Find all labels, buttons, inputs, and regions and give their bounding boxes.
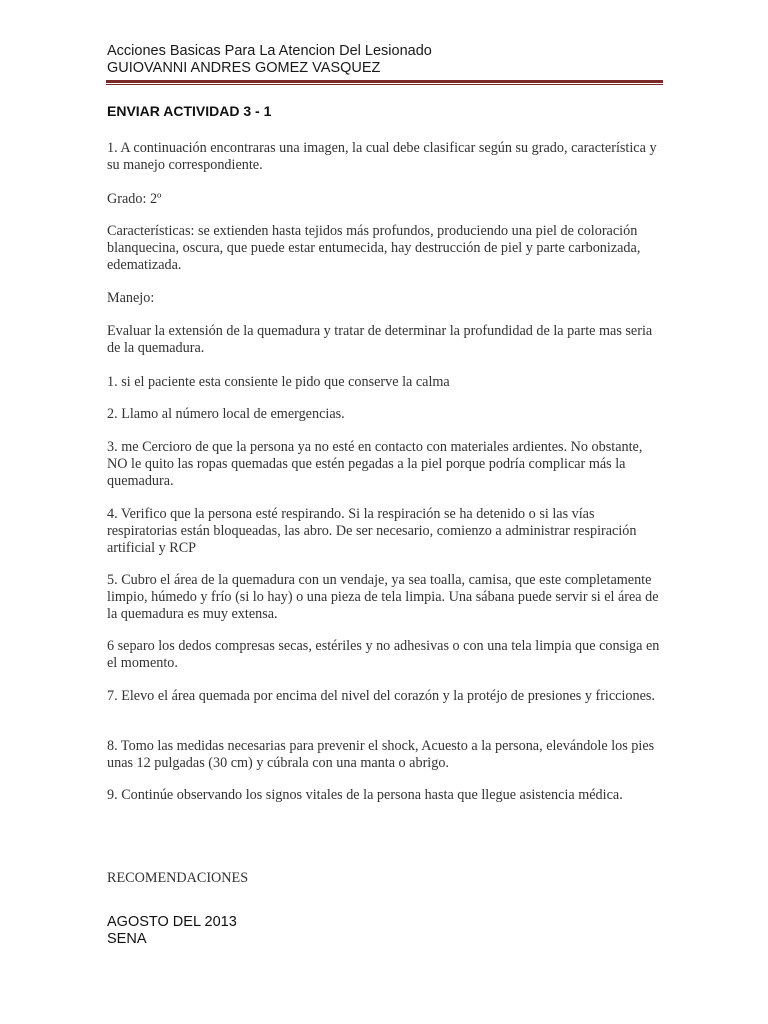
list-item-step-9: 9. Continúe observando los signos vitales de la persona hasta que llegue asistencia médica.: [107, 787, 623, 803]
paragraph-evaluar: Evaluar la extensión de la quemadura y tratar de determinar la profundidad de la parte mas seria de la quemadura.: [107, 323, 653, 356]
list-item-step-8: 8. Tomo las medidas necesarias para prevenir el shock, Acuesto a la persona, elevándole los pies unas 12 pulgadas (30 cm) y cúbrala con una manta o abrigo.: [107, 738, 655, 771]
list-item-step-1: 1. si el paciente esta consiente le pido que conserve la calma: [107, 374, 450, 390]
list-item-step-7: 7. Elevo el área quemada por encima del nivel del corazón y la protéjo de presiones y fricciones.: [107, 688, 655, 704]
course-title: Acciones Basicas Para La Atencion Del Lesionado: [107, 43, 432, 59]
paragraph-intro: 1. A continuación encontraras una imagen, la cual debe clasificar según su grado, característica y su manejo correspondiente.: [107, 140, 657, 173]
list-item-step-3: 3. me Cercioro de que la persona ya no esté en contacto con materiales ardientes. No obstante, NO le quito las ropas quemadas que estén pegadas a la piel porque podría complicar más la quemadura.: [107, 439, 643, 489]
paragraph-grado: Grado: 2º: [107, 191, 162, 207]
header-divider: [106, 80, 663, 85]
list-item-step-6: 6 separo los dedos compresas secas, estériles y no adhesivas o con una tela limpia que consiga en el momento.: [107, 638, 660, 671]
footer-institution: SENA: [107, 931, 147, 947]
list-item-step-5: 5. Cubro el área de la quemadura con un vendaje, ya sea toalla, camisa, que este completamente limpio, húmedo y frío (si lo hay) o una pieza de tela limpia. Una sábana puede servir si el área de la quemadura es muy extensa.: [107, 572, 659, 622]
page-header: [107, 43, 663, 77]
page-footer: [107, 914, 237, 948]
list-item-step-2: 2. Llamo al número local de emergencias.: [107, 406, 345, 422]
author-name: GUIOVANNI ANDRES GOMEZ VASQUEZ: [107, 60, 381, 76]
paragraph-caracteristicas: Características: se extienden hasta tejidos más profundos, produciendo una piel de coloración blanquecina, oscura, que puede estar entumecida, hay destrucción de piel y parte carbonizada, edematizada.: [107, 223, 641, 273]
activity-title: ENVIAR ACTIVIDAD 3 - 1: [107, 103, 272, 119]
paragraph-manejo-heading: Manejo:: [107, 290, 155, 306]
list-item-step-4: 4. Verifico que la persona esté respirando. Si la respiración se ha detenido o si las vías respiratorias están bloqueadas, las abro. De ser necesario, comienzo a administrar respiración artificial y RCP: [107, 506, 637, 556]
footer-date: AGOSTO DEL 2013: [107, 914, 237, 930]
recommendations-heading: RECOMENDACIONES: [107, 870, 249, 886]
